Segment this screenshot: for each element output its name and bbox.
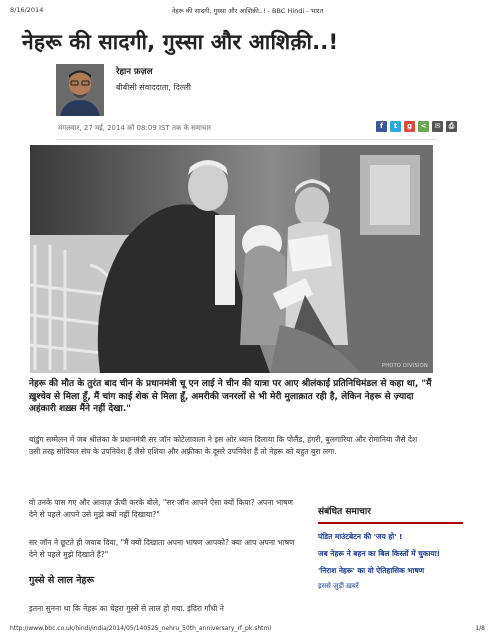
related-more-link[interactable]: इससे जुड़ी ख़बरें — [318, 582, 359, 590]
article-dateline: मंगलवार, 27 मई, 2014 को 08:09 IST तक के समाचार — [58, 124, 212, 132]
article-paragraph-1: बांडुंग सम्मेलन में जब श्रीलंका के प्रधानमंत्री सर जॉन कोटेलावाला ने इस ओर ध्यान दिलाया कि पोलैंड, हंगरी, बुलगारिया और रोमानिया जैसे देश उसी तरह सोवियत संघ के उपनिवेश हैं जैसे एशिया और अफ़्रीका के दूसरे उपनिवेश हैं तो नेहरू को बहुत बुरा लगा. — [29, 435, 418, 456]
article-photo — [30, 145, 433, 373]
author-photo — [56, 64, 104, 116]
related-link-2[interactable]: जब नेहरू ने बहन का बिल किस्तों में चुकाया! — [318, 549, 441, 558]
print-url: http://www.bbc.co.uk/hindi/india/2014/05/140525_nehru_50th_anniversary_rf_pk.shtml — [10, 625, 272, 632]
print-header — [10, 6, 485, 18]
related-list — [318, 531, 463, 576]
print-page-number: 1/8 — [475, 625, 485, 632]
print-date: 8/16/2014 — [10, 6, 44, 14]
facebook-icon[interactable]: f — [376, 121, 387, 132]
photo-credit: PHOTO DIVISION — [381, 363, 428, 369]
divider — [56, 139, 436, 140]
author-name: रेहान फ़ज़ल — [116, 67, 153, 77]
article-headline: नेहरू की सादगी, गुस्सा और आशिक़ी..! — [22, 30, 339, 54]
article-paragraph-3: सर जॉन ने छूटते ही जवाब दिया, "मैं क्यों दिखाता अपना भाषण आपको? क्या आप अपना भाषण देने से पहले मुझे दिखाते हैं?" — [29, 538, 295, 559]
share-icon[interactable]: < — [418, 121, 429, 132]
print-icon[interactable]: ⎙ — [446, 121, 457, 132]
share-toolbar — [376, 121, 457, 133]
article-paragraph-4: इतना सुनना था कि नेहरू का चेहरा गुस्से से लाल हो गया. इंदिरा गाँधी ने — [29, 604, 224, 613]
email-icon[interactable]: ✉ — [432, 121, 443, 132]
print-footer — [10, 625, 485, 635]
print-title: नेहरू की सादगी, गुस्सा और आशिक़ी..! - BBC Hindi - भारत — [171, 7, 324, 15]
article-subheading: गुस्से से लाल नेहरू — [29, 575, 94, 586]
google-plus-icon[interactable]: g — [404, 121, 415, 132]
related-link-3[interactable]: 'निराश नेहरू' का वो ऐतिहासिक भाषण — [318, 566, 425, 575]
article-lead: नेहरू की मौत के तुरंत बाद चीन के प्रधानमंत्री चू एन लाई ने चीन की यात्रा पर आए श्रीलंकाई प्रतिनिधिमंडल से कहा था, "मैं ख़ुश्चेव से मिला हूँ, मैं चांग काई शेक से मिला हूँ, अमरीकी जनरलों से भी मेरी मुलाक़ात रही है, लेकिन नेहरू से ज़्यादा अहंकारी शख़्स मैंने नहीं देखा." — [29, 379, 432, 415]
author-byline — [56, 64, 356, 120]
related-link-1[interactable]: पंडित माउंटबेटन की 'जय हो' ! — [318, 532, 403, 541]
twitter-icon[interactable]: t — [390, 121, 401, 132]
related-news — [318, 504, 463, 591]
related-title: संबंधित समाचार — [318, 504, 463, 524]
article-paragraph-2: वो उनके पास गए और आवाज़ ऊँची करके बोले, "सर जॉन आपने ऐसा क्यों किया? अपना भाषण देने से पहले आपने उसे मुझे क्यों नहीं दिखाया?" — [29, 498, 293, 519]
author-role: बीबीसी संवाददाता, दिल्ली — [116, 83, 191, 92]
